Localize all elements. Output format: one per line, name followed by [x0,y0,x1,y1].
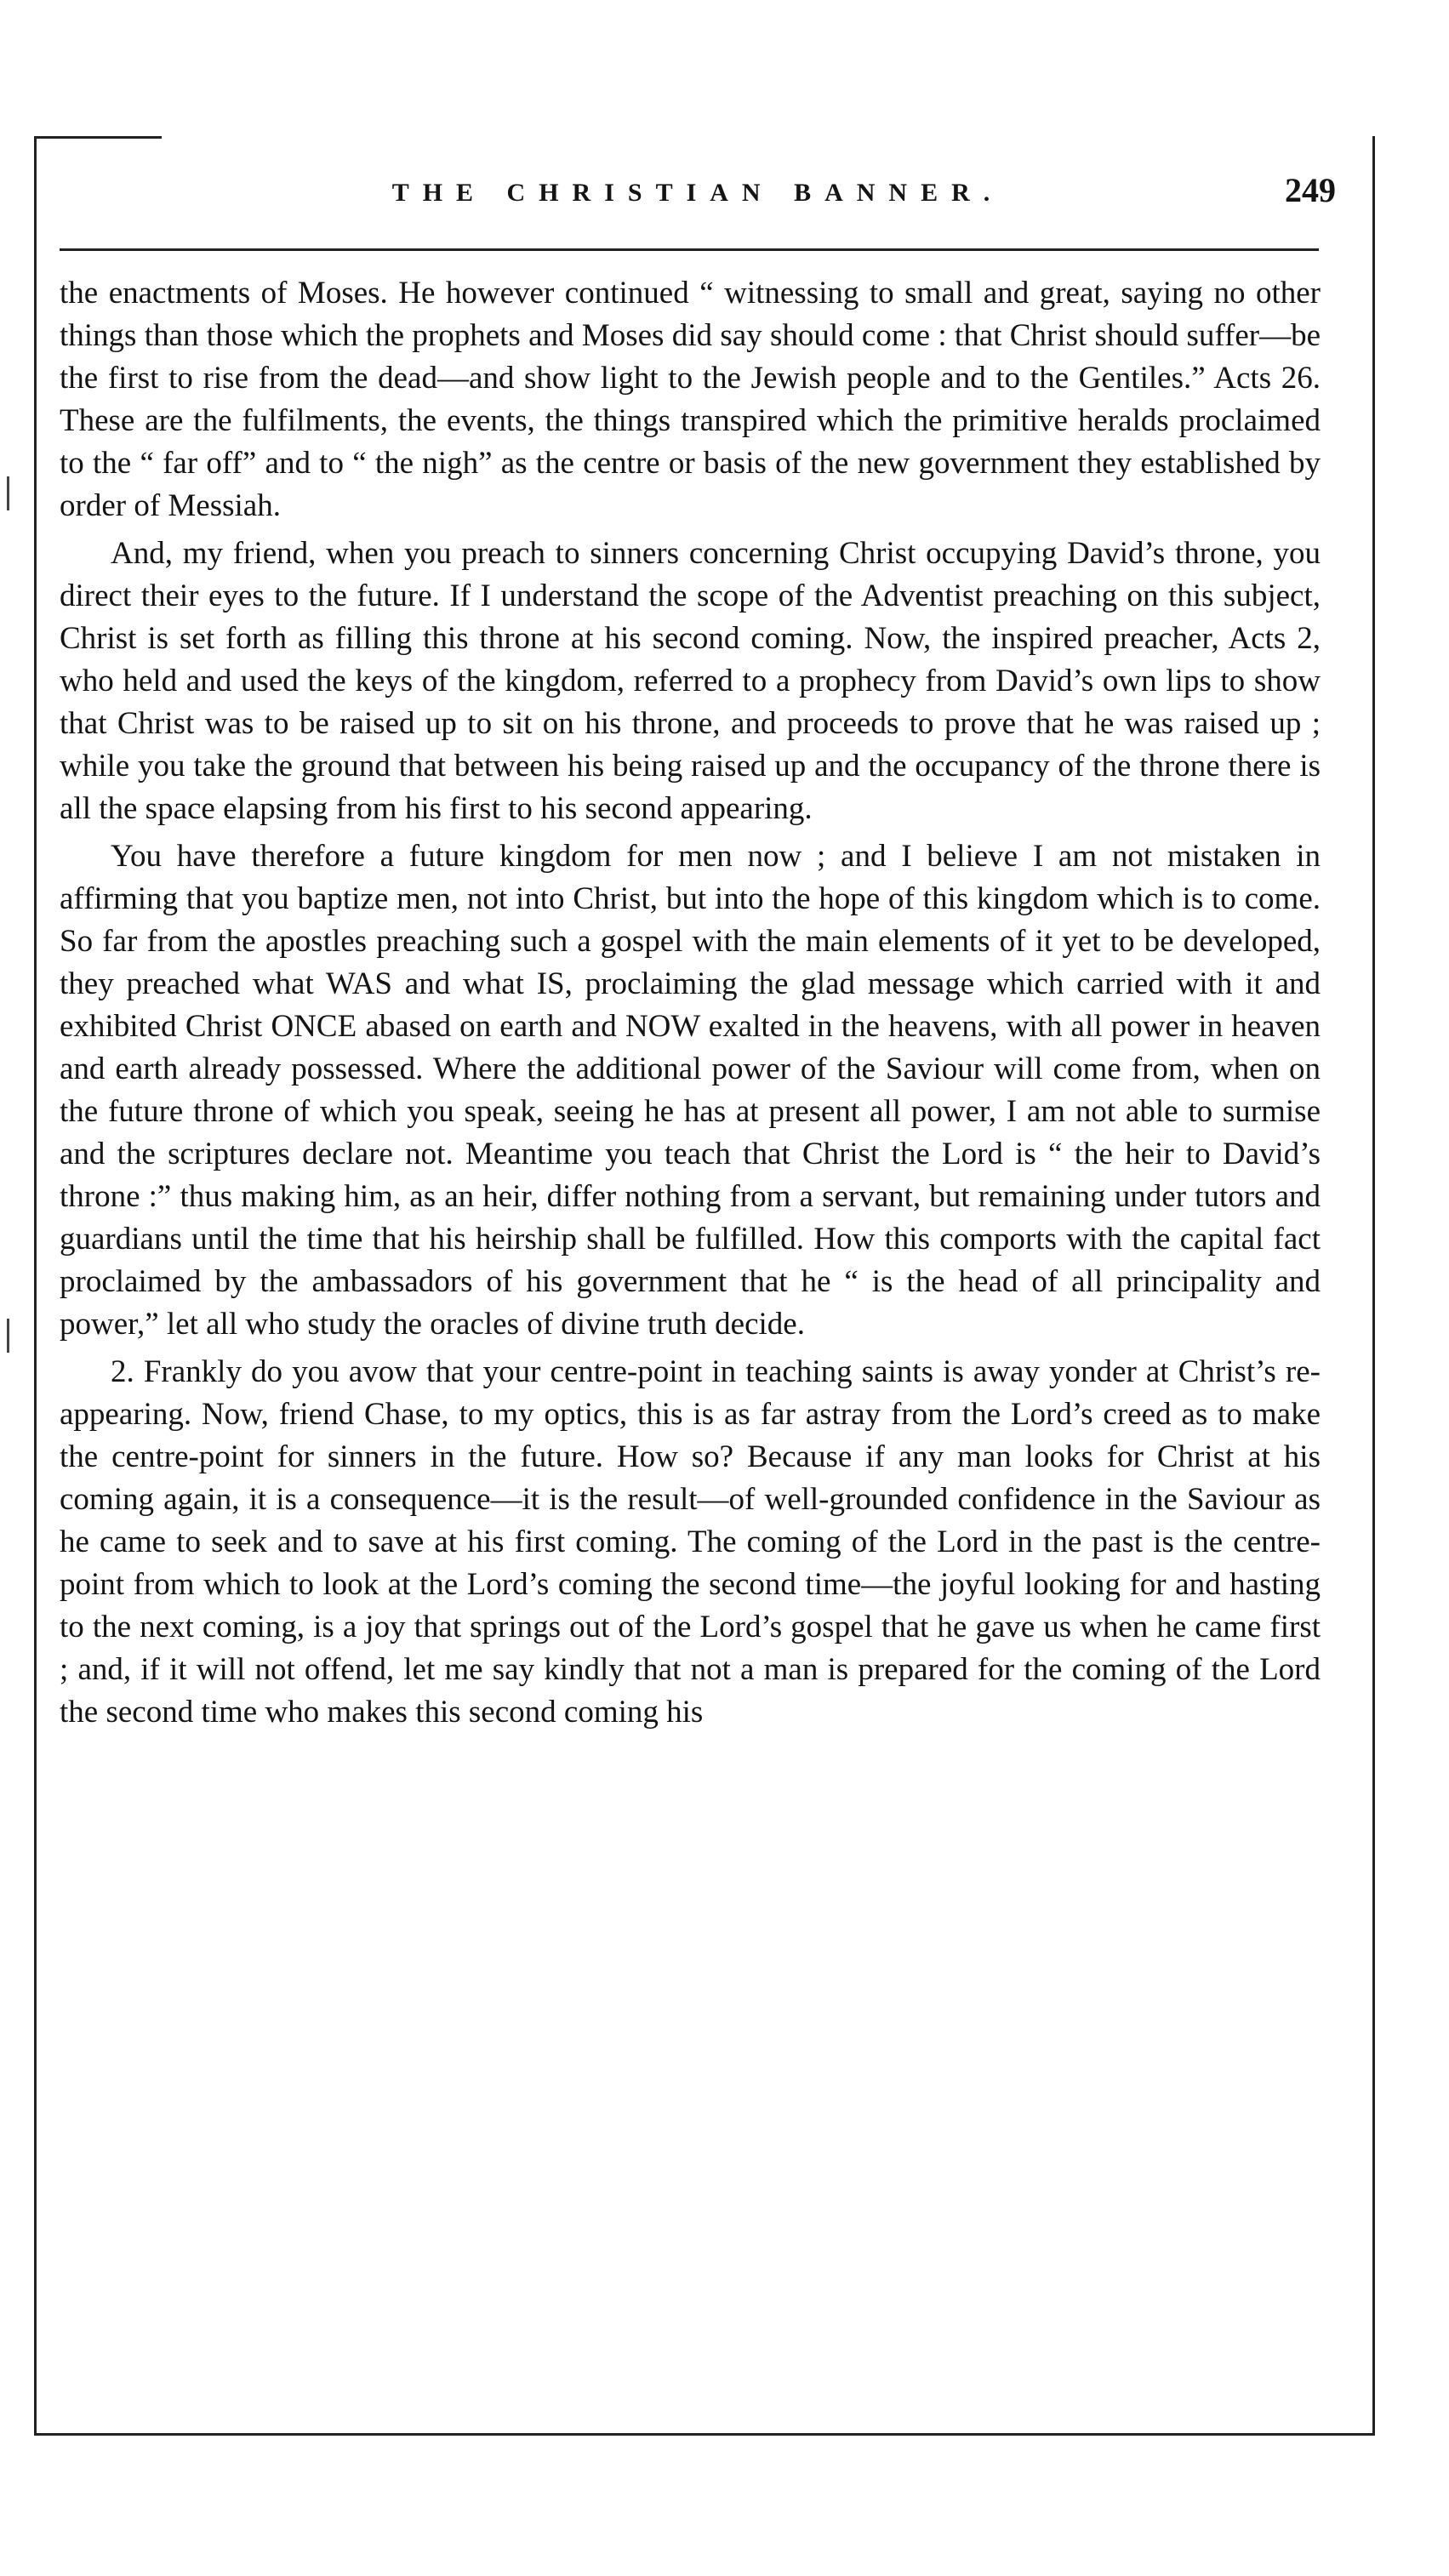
page-number: 249 [1285,171,1336,209]
article-body [60,272,1321,1739]
paragraph: the enactments of Moses. He however continued “ witnessing to small and great, saying no other things than those which the prophets and Moses did say should come : that Christ should suffer—be the first to rise from the dead—and show light to the Jewish people and to the Gentiles.” Acts 26. These are the fulfilments, the events, the things transpired which the primitive heralds proclaimed to the “ far off” and to “ the nigh” as the centre or basis of the new government they established by order of Messiah. [60,276,1321,523]
header-rule [60,248,1319,251]
running-title: THE CHRISTIAN BANNER. [391,179,1004,207]
paragraph: You have therefore a future kingdom for men now ; and I believe I am not mistaken in affirming that you baptize men, not into Christ, but into the hope of this kingdom which is to come. So far from the apostles preaching such a gospel with the main elements of it yet to be developed, they preached what WAS and what IS, proclaiming the glad message which carried with it and exhibited Christ ONCE abased on earth and NOW exalted in the heavens, with all power in heaven and earth already possessed. Where the additional power of the Saviour will come from, when on the future throne of which you speak, seeing he has at present all power, I am not able to surmise and the scriptures declare not. Meantime you teach that Christ the Lord is “ the heir to David’s throne :” thus making him, as an heir, differ nothing from a servant, but remaining under tutors and guardians until the time that his heirship shall be fulfilled. How this comports with the capital fact proclaimed by the ambassadors of his government that he “ is the head of all principality and power,” let all who study the oracles of divine truth decide. [60,839,1321,1342]
page-header [60,170,1336,238]
margin-mark [7,476,9,510]
paragraph: 2. Frankly do you avow that your centre-point in teaching saints is away yonder at Christ’s re-appearing. Now, friend Chase, to my optics, this is as far astray from the Lord’s creed as to make the centre-point for sinners in the future. How so? Because if any man looks for Christ at his coming again, it is a consequence—it is the result—of well-grounded confidence in the Saviour as he came to seek and to save at his first coming. The coming of the Lord in the past is the centre-point from which to look at the Lord’s coming the second time—the joyful looking for and hasting to the next coming, is a joy that springs out of the Lord’s gospel that he gave us when he came first ; and, if it will not offend, let me say kindly that not a man is prepared for the coming of the Lord the second time who makes this second coming his [60,1354,1321,1730]
margin-mark [7,1319,9,1353]
paragraph: And, my friend, when you preach to sinners concerning Christ occupying David’s throne, you direct their eyes to the future. If I understand the scope of the Adventist preaching on this subject, Christ is set forth as filling this throne at his second coming. Now, the inspired preacher, Acts 2, who held and used the keys of the kingdom, referred to a prophecy from David’s own lips to show that Christ was to be raised up to sit on his throne, and proceeds to prove that he was raised up ; while you take the ground that between his being raised up and the occupancy of the throne there is all the space elapsing from his first to his second appearing. [60,536,1321,826]
